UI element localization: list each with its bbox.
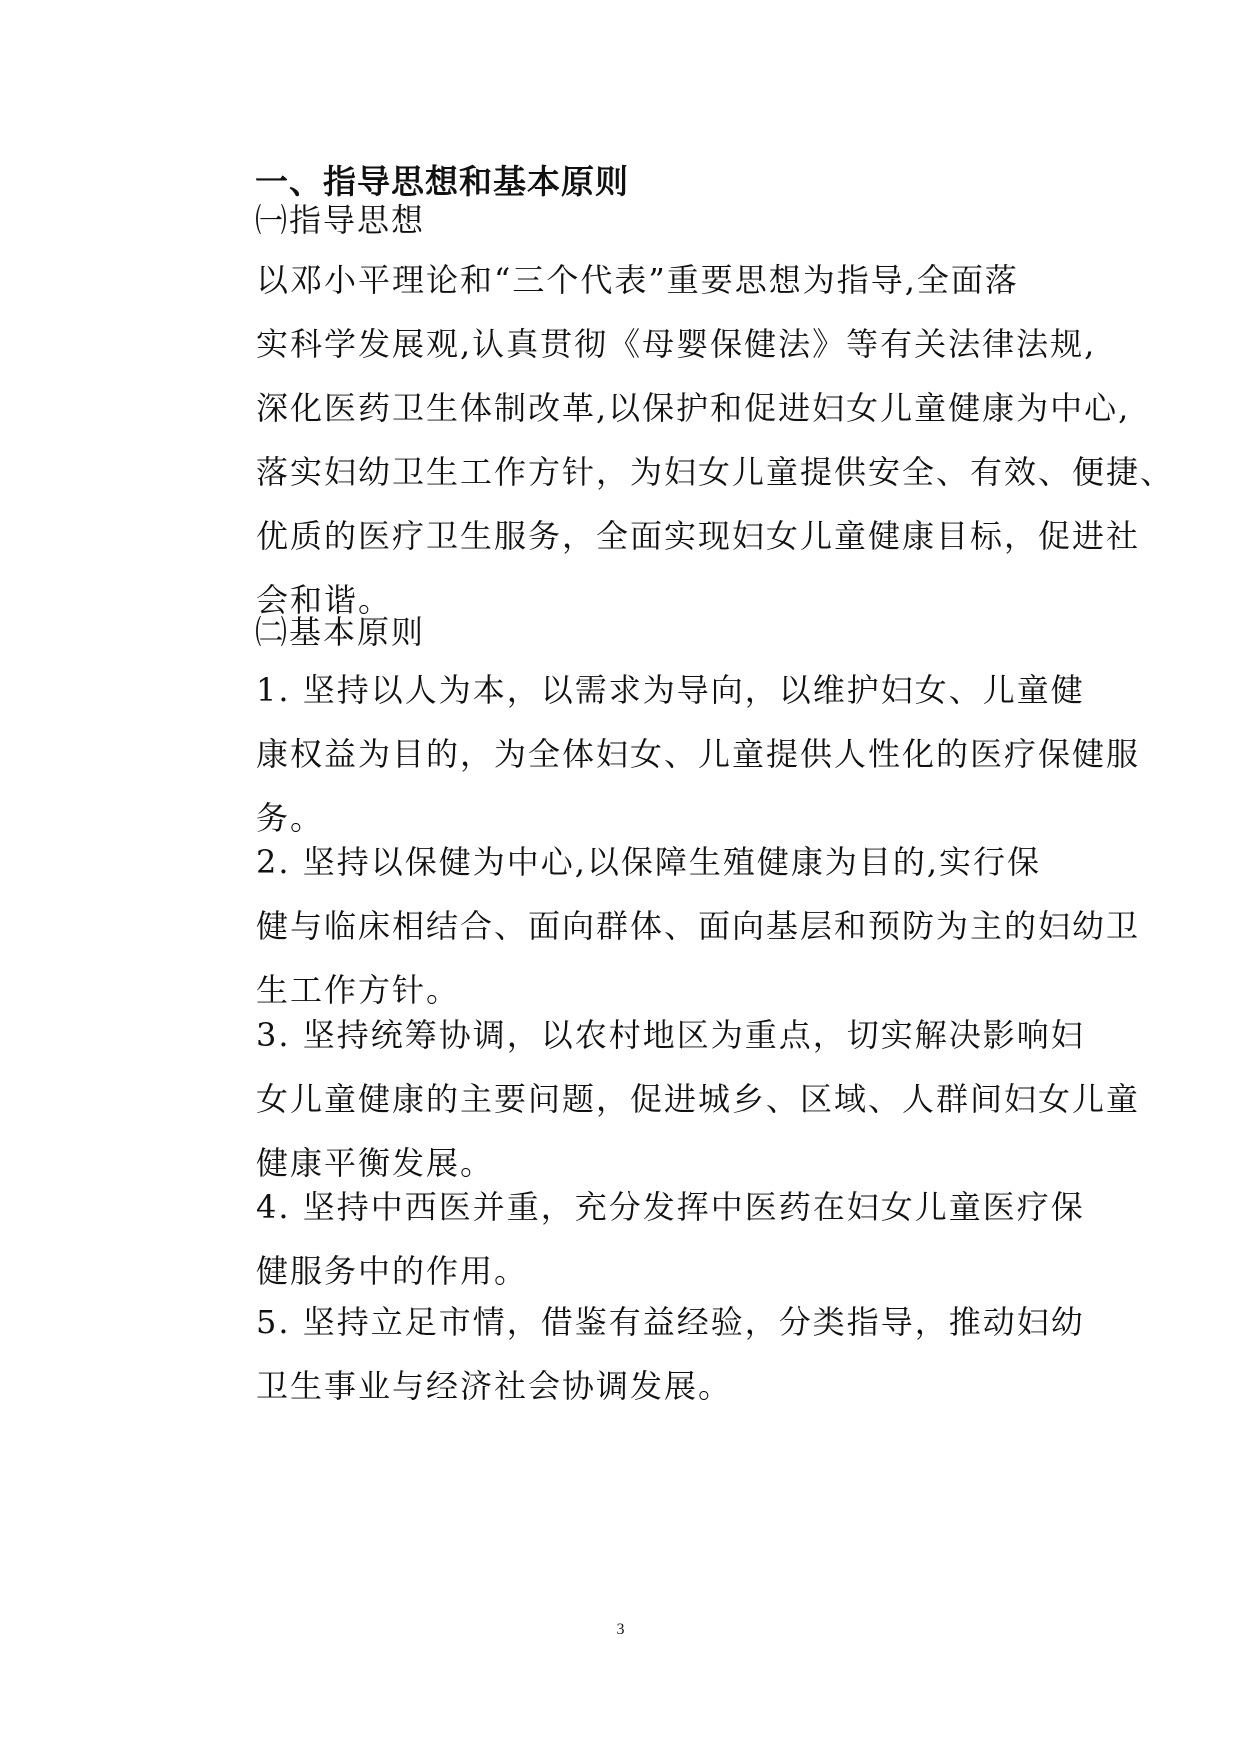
- principle-1-paragraph: [189, 658, 1141, 850]
- principle-3-paragraph: [189, 1003, 1141, 1195]
- text-line: 以邓小平理论和“三个代表”重要思想为指导,全面落: [256, 261, 1019, 299]
- guiding-ideology-paragraph: [189, 248, 1175, 632]
- text-line: 康权益为目的，为全体妇女、儿童提供人性化的医疗保健服: [256, 735, 1141, 773]
- text-line: 优质的医疗卫生服务，全面实现妇女儿童健康目标，促进社: [256, 517, 1141, 555]
- text-line: 健服务中的作用。: [256, 1252, 529, 1290]
- principle-5-paragraph: [189, 1290, 1085, 1418]
- text-line: 健与临床相结合、面向群体、面向基层和预防为主的妇幼卫: [256, 907, 1141, 945]
- text-line: 3. 坚持统筹协调，以农村地区为重点，切实解决影响妇: [256, 1016, 1085, 1054]
- text-line: 1. 坚持以人为本，以需求为导向，以维护妇女、儿童健: [256, 671, 1085, 709]
- text-line: 4. 坚持中西医并重，充分发挥中医药在妇女儿童医疗保: [256, 1188, 1085, 1226]
- text-line: 女儿童健康的主要问题，促进城乡、区域、人群间妇女儿童: [256, 1080, 1141, 1118]
- text-line: 卫生事业与经济社会协调发展。: [256, 1367, 733, 1405]
- text-line: 2. 坚持以保健为中心,以保障生殖健康为目的,实行保: [256, 843, 1042, 881]
- text-line: 会和谐。: [256, 581, 393, 619]
- text-line: 5. 坚持立足市情，借鉴有益经验，分类指导，推动妇幼: [256, 1303, 1085, 1341]
- principle-2-paragraph: [189, 830, 1141, 1022]
- text-line: 实科学发展观,认真贯彻《母婴保健法》等有关法律法规,: [256, 325, 1097, 363]
- text-line: 生工作方针。: [256, 971, 461, 1009]
- section-heading: 一、指导思想和基本原则: [255, 162, 629, 201]
- principle-4-paragraph: [189, 1175, 1085, 1303]
- subsection-title-guiding-ideology: ㈠指导思想: [255, 201, 426, 239]
- text-line: 健康平衡发展。: [256, 1144, 495, 1182]
- text-line: 落实妇幼卫生工作方针，为妇女儿童提供安全、有效、便捷、: [256, 453, 1175, 491]
- subsection-title-basic-principles: ㈡基本原则: [255, 613, 426, 651]
- page-number: 3: [616, 1621, 625, 1638]
- text-line: 务。: [256, 799, 325, 837]
- text-line: 深化医药卫生体制改革,以保护和促进妇女儿童健康为中心,: [256, 389, 1131, 427]
